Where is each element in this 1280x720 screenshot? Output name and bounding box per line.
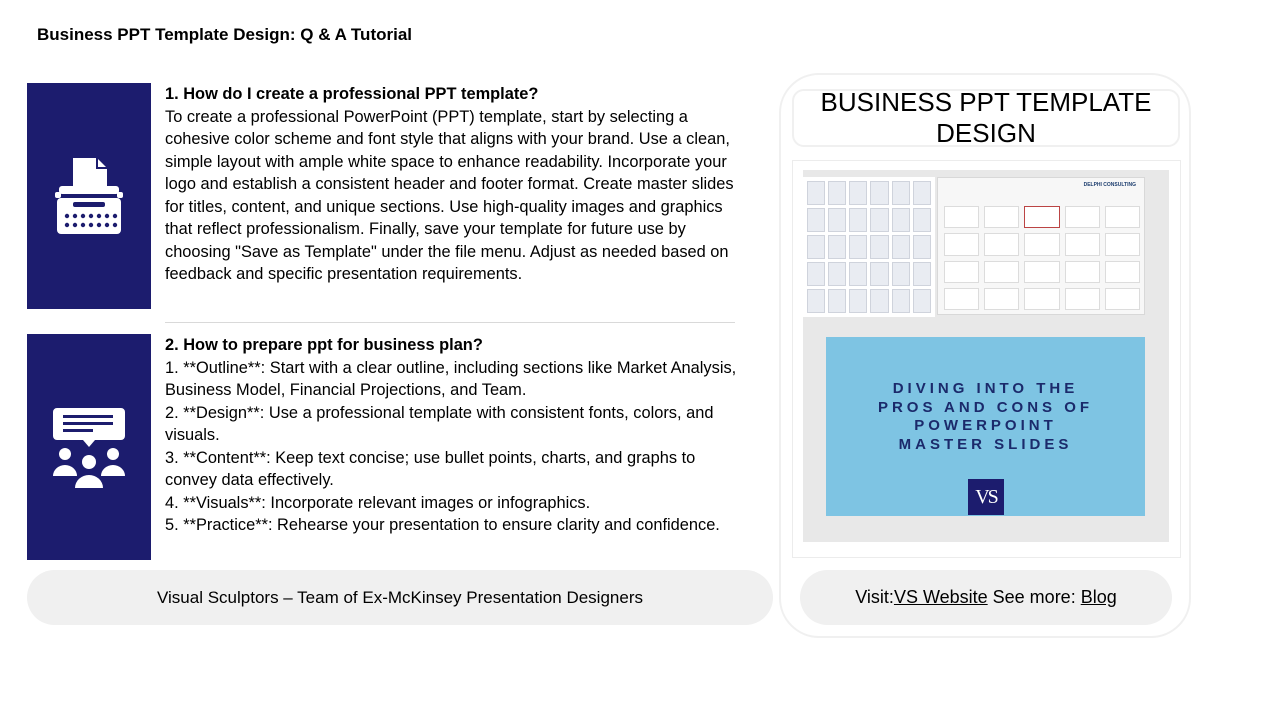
section-divider bbox=[165, 322, 735, 323]
see-more-label: See more: bbox=[987, 587, 1081, 607]
typewriter-icon-block bbox=[27, 83, 151, 309]
answer-2: 1. **Outline**: Start with a clear outline, including sections like Market Analysis, Business Model, Financial Projections, and Team. 2. **Design**: Use a professional template with consistent fonts, colors, and visuals. 3. **Content**: Keep text concise; use bullet points, charts, and graphs to convey data effectively. 4. **Visuals**: Incorporate relevant images or infographics. 5. **Practice**: Rehearse your presentation to ensure clarity and confidence. bbox=[165, 358, 737, 534]
slide-sorter-thumbnail bbox=[803, 177, 935, 317]
visit-label: Visit: bbox=[855, 587, 894, 607]
company-footer: Visual Sculptors – Team of Ex-McKinsey Presentation Designers bbox=[27, 570, 773, 625]
presentation-icon-block bbox=[27, 334, 151, 560]
banner-text: DIVING INTO THE PROS AND CONS OF POWERPOINT MASTER SLIDES bbox=[877, 380, 1094, 453]
slide-layouts-thumbnail bbox=[937, 177, 1145, 315]
blog-banner-image[interactable] bbox=[826, 337, 1145, 516]
links-footer bbox=[800, 570, 1172, 625]
answer-1: To create a professional PowerPoint (PPT) template, start by selecting a cohesive color scheme and font style that aligns with your brand. Use a clean, simple layout with ample white space to enhance readability. Incorporate your logo and establish a consistent header and footer format. Create master slides for titles, content, and unique sections. Use high-quality images and graphics that reflect professionalism. Finally, save your template for future use by choosing "Save as Template" under the file menu. Adjust as needed based on feedback and specific presentation requirements. bbox=[165, 107, 734, 283]
question-1: 1. How do I create a professional PPT template? bbox=[165, 85, 539, 103]
presentation-audience-icon bbox=[51, 406, 127, 488]
typewriter-icon bbox=[55, 156, 123, 236]
card-title: BUSINESS PPT TEMPLATE DESIGN bbox=[792, 89, 1180, 147]
qa-item-1 bbox=[165, 83, 740, 286]
vs-website-link[interactable]: VS Website bbox=[893, 587, 988, 607]
blog-link[interactable]: Blog bbox=[1080, 587, 1117, 607]
sheet-logo: DELPHI CONSULTING bbox=[1083, 182, 1136, 188]
qa-item-2 bbox=[165, 334, 740, 537]
question-2: 2. How to prepare ppt for business plan? bbox=[165, 336, 483, 354]
page-title: Business PPT Template Design: Q & A Tutorial bbox=[37, 25, 413, 44]
vs-logo: VS bbox=[968, 479, 1004, 515]
